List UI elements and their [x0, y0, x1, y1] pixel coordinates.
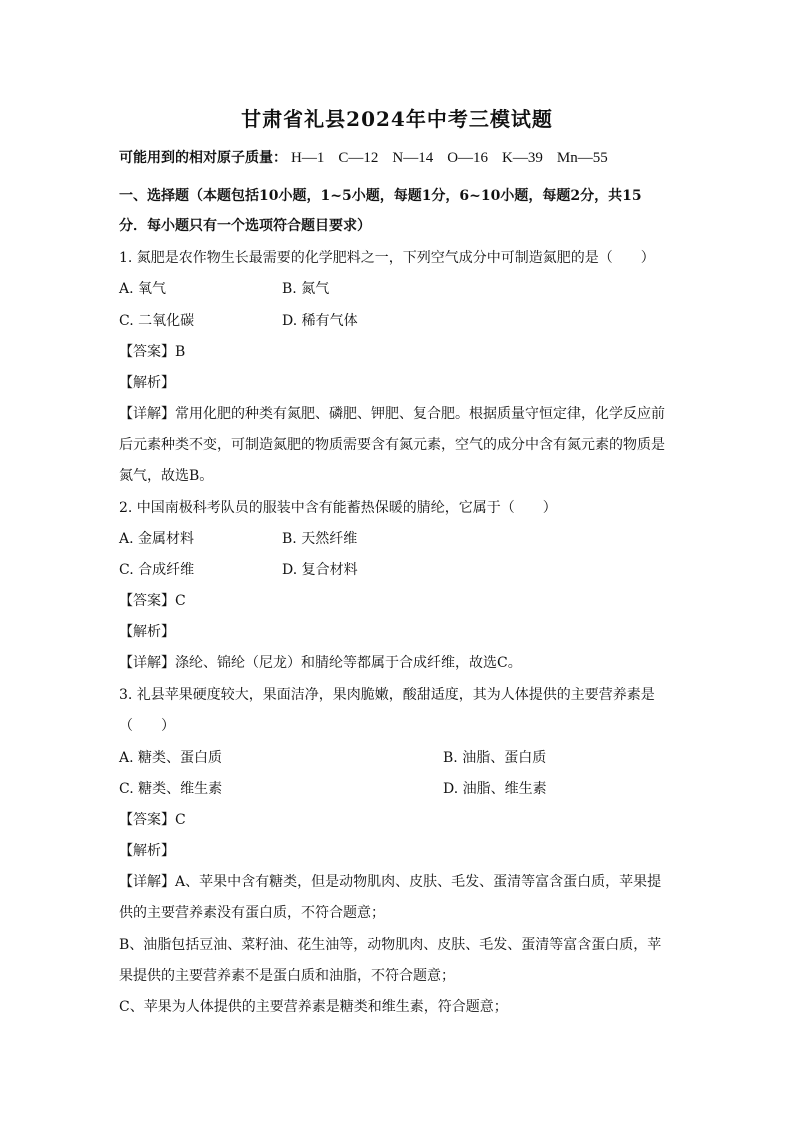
q2-analysis: 【解析】	[119, 624, 175, 640]
q2-stem: 2. 中国南极科考队员的服装中含有能蓄热保暖的腈纶，它属于（ ）	[119, 500, 557, 516]
section-heading-line-1: 一、选择题（本题包括10小题，1~5小题，每题1分，6~10小题，每题2分，共15	[119, 188, 642, 204]
q2-option-b: B. 天然纤维	[282, 531, 358, 547]
q3-stem-line-2: （ ）	[119, 718, 175, 734]
mass-o: O—16	[447, 150, 489, 166]
q1-detail-line-3: 氮气，故选B。	[119, 468, 214, 484]
atomic-mass-values	[291, 150, 622, 166]
mass-k: K—39	[502, 150, 543, 166]
q3-detail-line-4: 果提供的主要营养素不是蛋白质和油脂，不符合题意；	[119, 968, 455, 984]
q2-detail-line-1: 【详解】涤纶、锦纶（尼龙）和腈纶等都属于合成纤维，故选C。	[119, 655, 522, 671]
q1-option-b: B. 氮气	[282, 281, 330, 297]
q3-option-d: D. 油脂、维生素	[443, 781, 547, 797]
section-heading-line-2: 分．每小题只有一个选项符合题目要求）	[119, 218, 371, 234]
mass-n: N—14	[392, 150, 434, 166]
q3-analysis: 【解析】	[119, 843, 175, 859]
page-title: 甘肃省礼县2024年中考三模试题	[241, 107, 553, 131]
mass-mn: Mn—55	[556, 150, 608, 166]
q2-option-c: C. 合成纤维	[119, 562, 195, 578]
q2-option-d: D. 复合材料	[282, 562, 358, 578]
atomic-mass-label: 可能用到的相对原子质量：	[119, 150, 287, 166]
q3-detail-line-1: 【详解】A、苹果中含有糖类，但是动物肌肉、皮肤、毛发、蛋清等富含蛋白质，苹果提	[119, 874, 662, 890]
q1-option-a: A. 氧气	[119, 281, 167, 297]
q1-answer: 【答案】B	[119, 344, 186, 360]
q3-option-b: B. 油脂、蛋白质	[443, 750, 547, 766]
q1-detail-line-1: 【详解】常用化肥的种类有氮肥、磷肥、钾肥、复合肥。根据质量守恒定律，化学反应前	[119, 406, 665, 422]
q3-detail-line-2: 供的主要营养素没有蛋白质，不符合题意；	[119, 905, 385, 921]
mass-c: C—12	[338, 150, 379, 166]
q1-detail-line-2: 后元素种类不变，可制造氮肥的物质需要含有氮元素，空气的成分中含有氮元素的物质是	[119, 437, 665, 453]
mass-h: H—1	[291, 150, 325, 166]
q2-answer: 【答案】C	[119, 593, 186, 609]
q3-stem-line-1: 3. 礼县苹果硬度较大，果面洁净，果肉脆嫩，酸甜适度，其为人体提供的主要营养素是	[119, 687, 655, 703]
q2-option-a: A. 金属材料	[119, 531, 195, 547]
q1-option-c: C. 二氧化碳	[119, 313, 195, 329]
q1-stem: 1. 氮肥是农作物生长最需要的化学肥料之一，下列空气成分中可制造氮肥的是（ ）	[119, 250, 655, 266]
q3-option-a: A. 糖类、蛋白质	[119, 750, 223, 766]
atomic-mass-line	[119, 148, 622, 168]
q3-detail-line-3: B、油脂包括豆油、菜籽油、花生油等，动物肌肉、皮肤、毛发、蛋清等富含蛋白质，苹	[119, 937, 662, 953]
q1-analysis: 【解析】	[119, 375, 175, 391]
q1-option-d: D. 稀有气体	[282, 313, 358, 329]
q3-detail-line-5: C、苹果为人体提供的主要营养素是糖类和维生素，符合题意；	[119, 999, 508, 1015]
q3-answer: 【答案】C	[119, 812, 186, 828]
q3-option-c: C. 糖类、维生素	[119, 781, 223, 797]
